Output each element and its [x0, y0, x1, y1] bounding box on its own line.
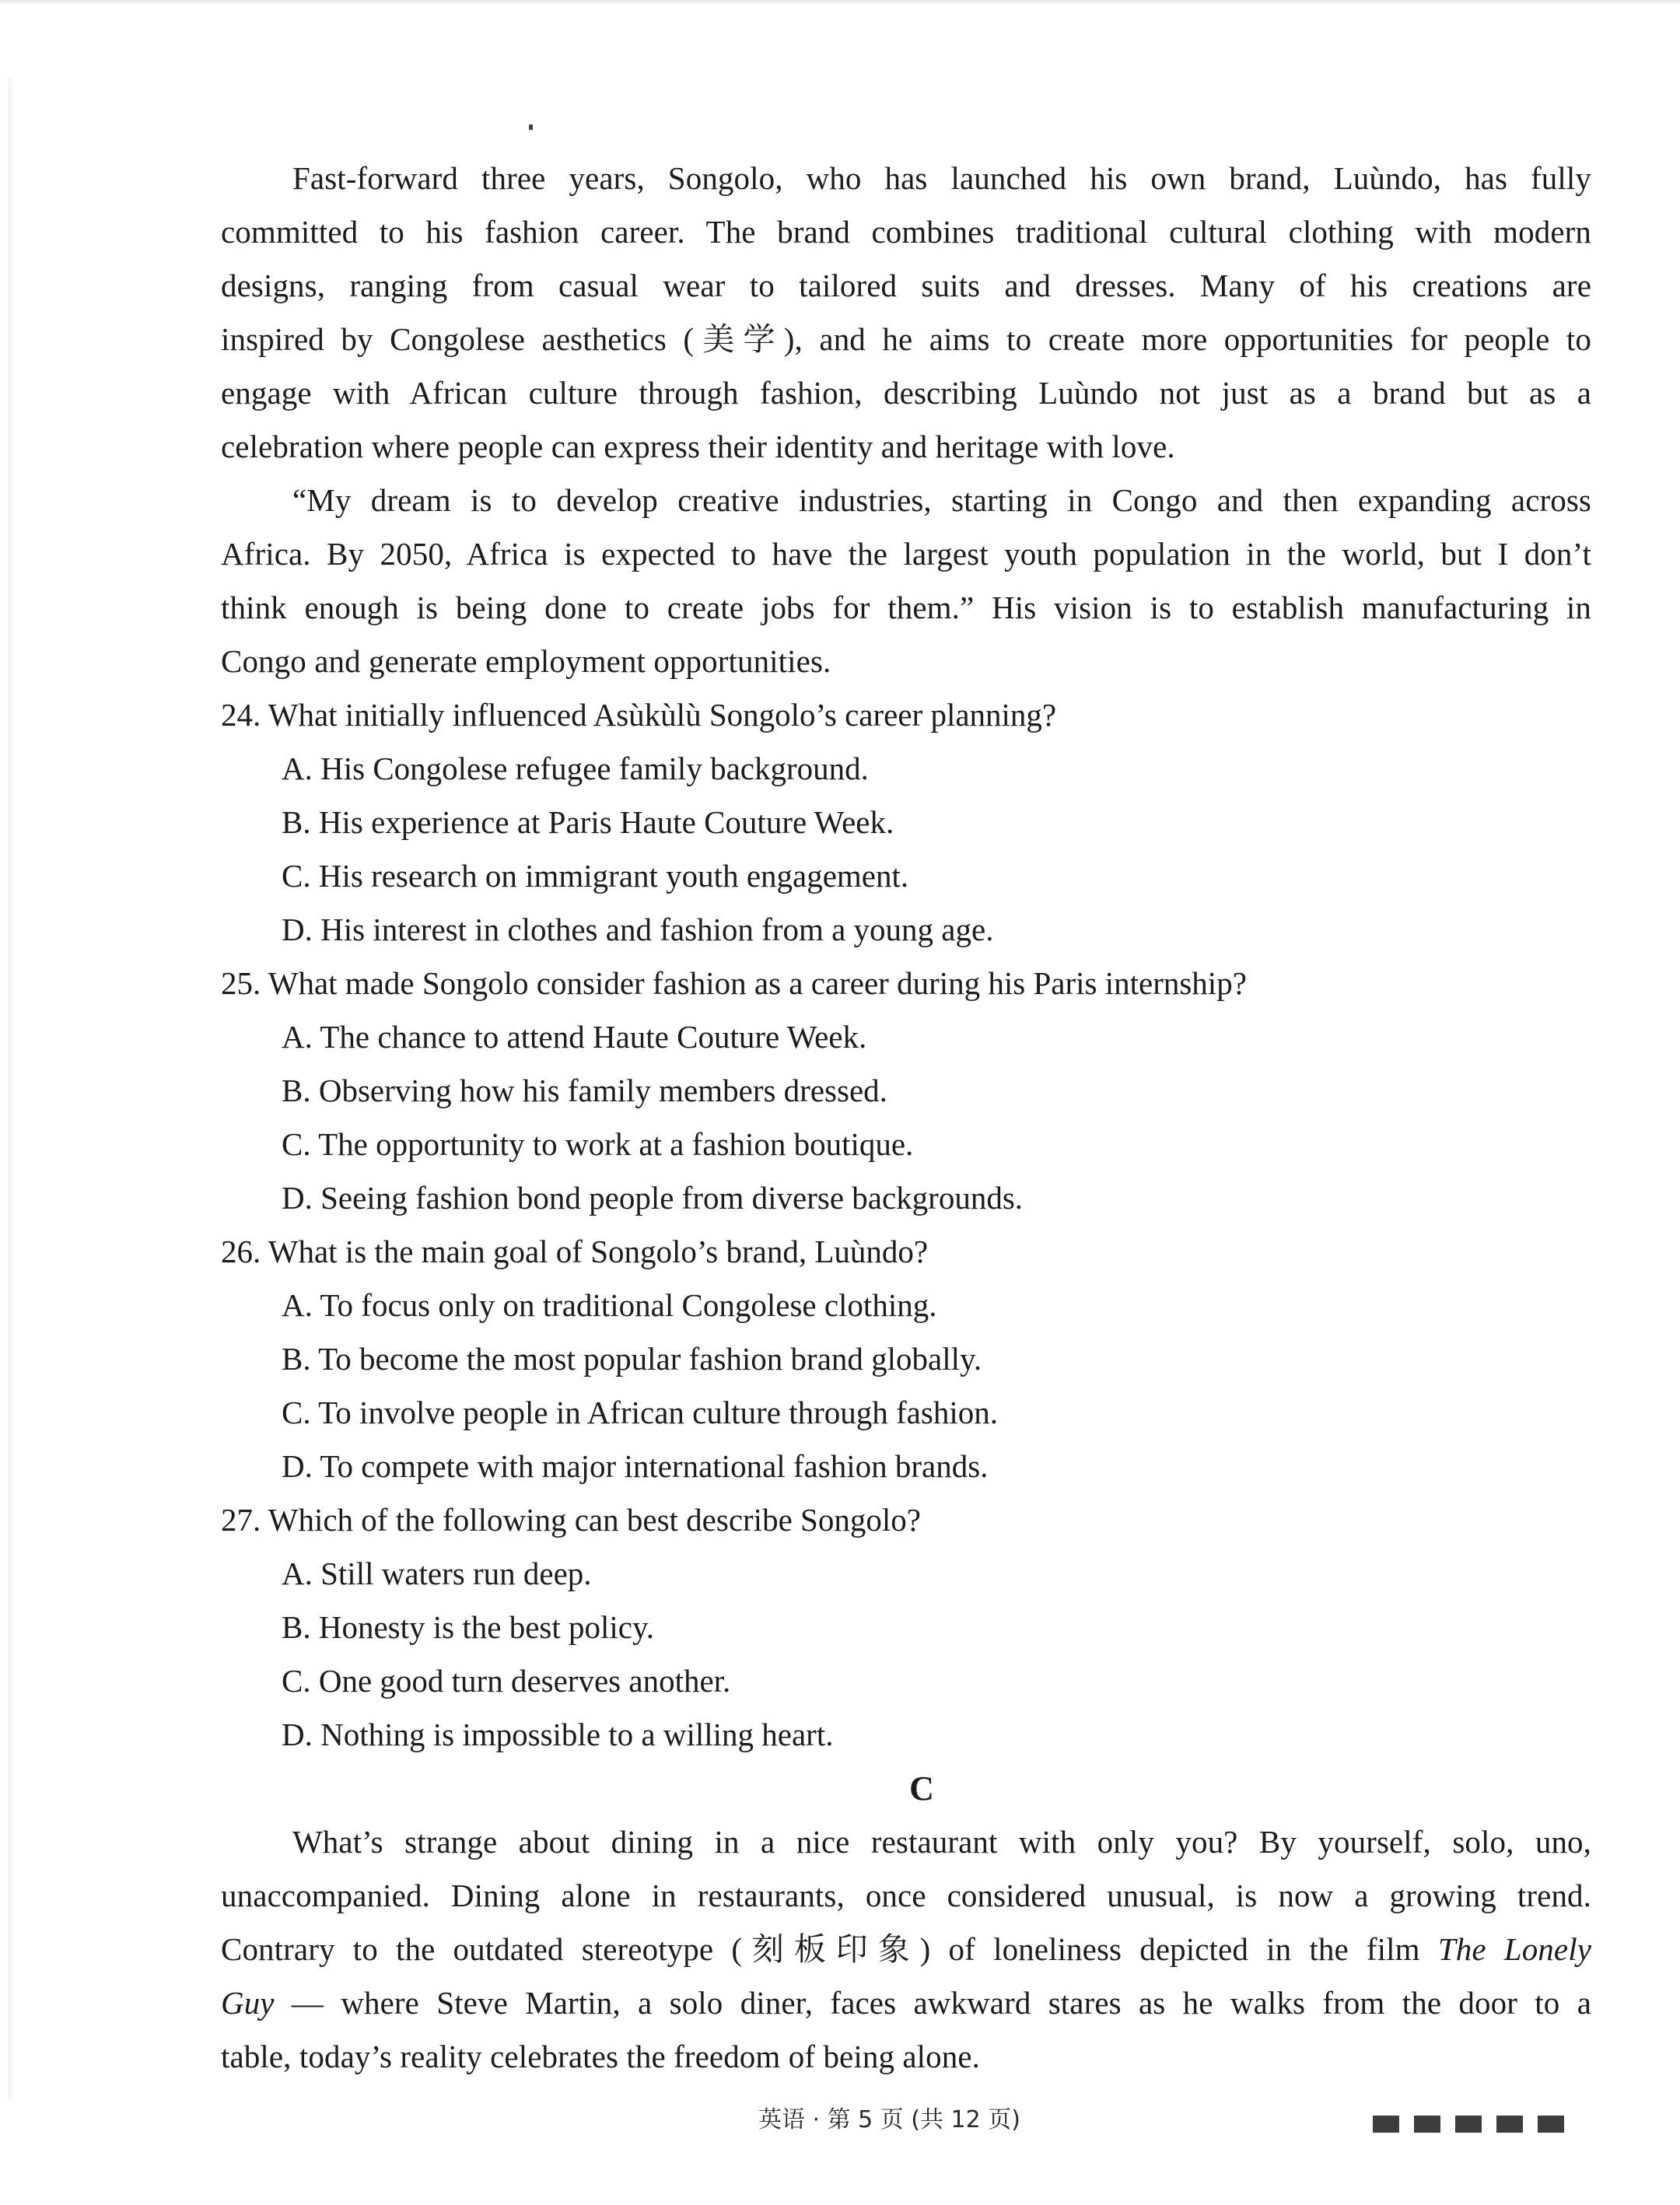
- question-stem: [221, 688, 1591, 742]
- film-title: The Lonely: [1437, 1931, 1591, 1967]
- option-text: Honesty is the best policy.: [318, 1609, 655, 1645]
- option-text: To become the most popular fashion brand globally.: [318, 1341, 982, 1377]
- option-c[interactable]: [221, 1118, 1591, 1171]
- option-label: A.: [282, 1019, 313, 1055]
- option-label: D.: [282, 1717, 313, 1752]
- exam-page: [221, 152, 1591, 2084]
- paragraph-line: engage with African culture through fashion, describing Luùndo not just as a brand but as a: [221, 375, 1591, 411]
- paragraph-line: [221, 1976, 1591, 2030]
- paragraph-line: think enough is being done to create jobs for them.” His vision is to establish manufacturing in: [221, 590, 1591, 625]
- option-label: A.: [282, 751, 313, 786]
- question-text: Which of the following can best describe Songolo?: [268, 1502, 921, 1538]
- question-number: 27.: [221, 1502, 261, 1538]
- question-text: What is the main goal of Songolo’s brand, Luùndo?: [268, 1234, 929, 1269]
- passage-c-paragraph-1: [221, 1815, 1591, 2084]
- option-label: D.: [282, 1448, 313, 1484]
- option-text: His research on immigrant youth engagement.: [318, 858, 909, 894]
- option-text: His Congolese refugee family background.: [320, 751, 869, 786]
- option-text: Observing how his family members dressed.: [318, 1073, 887, 1108]
- option-label: C.: [282, 858, 311, 894]
- option-text: His interest in clothes and fashion from a young age.: [320, 912, 994, 947]
- option-text: Seeing fashion bond people from diverse backgrounds.: [320, 1180, 1024, 1216]
- paragraph-line: Fast-forward three years, Songolo, who has launched his own brand, Luùndo, has fully: [292, 160, 1591, 196]
- question-stem: [221, 1493, 1591, 1547]
- option-b[interactable]: [221, 1332, 1591, 1386]
- registration-mark: [1496, 2116, 1523, 2133]
- option-label: A.: [282, 1556, 313, 1591]
- question-stem: [221, 957, 1591, 1010]
- registration-mark: [1414, 2116, 1440, 2133]
- option-label: B.: [282, 1609, 311, 1645]
- option-label: B.: [282, 1341, 311, 1377]
- option-text: The chance to attend Haute Couture Week.: [320, 1019, 867, 1055]
- passage-b-paragraph-2: [221, 474, 1591, 688]
- paragraph-line: inspired by Congolese aesthetics (美学), and he aims to create more opportunities for people to: [221, 321, 1591, 357]
- option-label: D.: [282, 912, 313, 947]
- option-a[interactable]: [221, 742, 1591, 796]
- film-title: Guy: [221, 1985, 275, 2021]
- registration-marks: [1373, 2116, 1564, 2133]
- option-d[interactable]: [221, 1440, 1591, 1493]
- question-number: 24.: [221, 697, 261, 733]
- option-c[interactable]: [221, 849, 1591, 903]
- section-heading-c: C: [909, 1769, 934, 1808]
- option-text: Still waters run deep.: [320, 1556, 592, 1591]
- option-label: B.: [282, 804, 311, 840]
- scan-edge-top: [0, 0, 1680, 6]
- option-a[interactable]: [221, 1279, 1591, 1332]
- paragraph-line: designs, ranging from casual wear to tailored suits and dresses. Many of his creations are: [221, 268, 1591, 303]
- scan-edge-left: [8, 78, 12, 2100]
- paragraph-line: celebration where people can express their identity and heritage with love.: [221, 429, 1175, 464]
- question-number: 25.: [221, 965, 261, 1001]
- option-label: D.: [282, 1180, 313, 1216]
- option-d[interactable]: [221, 903, 1591, 957]
- option-text: His experience at Paris Haute Couture Week.: [318, 804, 894, 840]
- question-text: What initially influenced Asùkùlù Songolo’s career planning?: [268, 697, 1057, 733]
- paragraph-line: Congo and generate employment opportunities.: [221, 643, 831, 679]
- paragraph-line: unaccompanied. Dining alone in restaurants, once considered unusual, is now a growing trend.: [221, 1878, 1591, 1913]
- option-c[interactable]: [221, 1654, 1591, 1708]
- page-footer: 英语 · 第 5 页 (共 12 页): [758, 2106, 1020, 2133]
- question-number: 26.: [221, 1234, 261, 1269]
- option-text: To focus only on traditional Congolese clothing.: [320, 1287, 937, 1323]
- paragraph-line: table, today’s reality celebrates the freedom of being alone.: [221, 2039, 981, 2074]
- option-a[interactable]: [221, 1010, 1591, 1064]
- option-text: To compete with major international fashion brands.: [320, 1448, 989, 1484]
- option-c[interactable]: [221, 1386, 1591, 1440]
- option-a[interactable]: [221, 1547, 1591, 1601]
- option-b[interactable]: [221, 796, 1591, 849]
- question-stem: [221, 1225, 1591, 1279]
- registration-mark: [1538, 2116, 1564, 2133]
- option-text: Nothing is impossible to a willing heart.: [320, 1717, 834, 1752]
- line-text: — where Steve Martin, a solo diner, faces awkward stares as he walks from the door to a: [274, 1985, 1591, 2021]
- option-d[interactable]: [221, 1171, 1591, 1225]
- line-text: Contrary to the outdated stereotype (刻板印象) of loneliness depicted in the film: [221, 1931, 1438, 1967]
- question-24: [221, 688, 1591, 957]
- paragraph-line: “My dream is to develop creative industries, starting in Congo and then expanding across: [292, 482, 1591, 518]
- paragraph-line: committed to his fashion career. The brand combines traditional cultural clothing with modern: [221, 214, 1591, 250]
- registration-mark: [1373, 2116, 1399, 2133]
- option-label: C.: [282, 1126, 311, 1162]
- passage-b-paragraph-1: [221, 152, 1591, 474]
- option-b[interactable]: [221, 1064, 1591, 1118]
- registration-mark: [1455, 2116, 1482, 2133]
- question-text: What made Songolo consider fashion as a career during his Paris internship?: [268, 965, 1247, 1001]
- option-label: C.: [282, 1663, 311, 1699]
- paragraph-line: [221, 1923, 1591, 1976]
- paragraph-line: Africa. By 2050, Africa is expected to have the largest youth population in the world, but I don’t: [221, 536, 1591, 572]
- option-text: To involve people in African culture through fashion.: [318, 1395, 998, 1430]
- question-27: [221, 1493, 1591, 1762]
- option-d[interactable]: [221, 1708, 1591, 1762]
- question-25: [221, 957, 1591, 1225]
- option-text: One good turn deserves another.: [318, 1663, 731, 1699]
- option-label: B.: [282, 1073, 311, 1108]
- option-label: C.: [282, 1395, 311, 1430]
- option-b[interactable]: [221, 1601, 1591, 1654]
- option-text: The opportunity to work at a fashion boutique.: [318, 1126, 914, 1162]
- option-label: A.: [282, 1287, 313, 1323]
- scan-speck: [529, 124, 533, 130]
- question-26: [221, 1225, 1591, 1493]
- paragraph-line: What’s strange about dining in a nice restaurant with only you? By yourself, solo, uno,: [292, 1824, 1591, 1860]
